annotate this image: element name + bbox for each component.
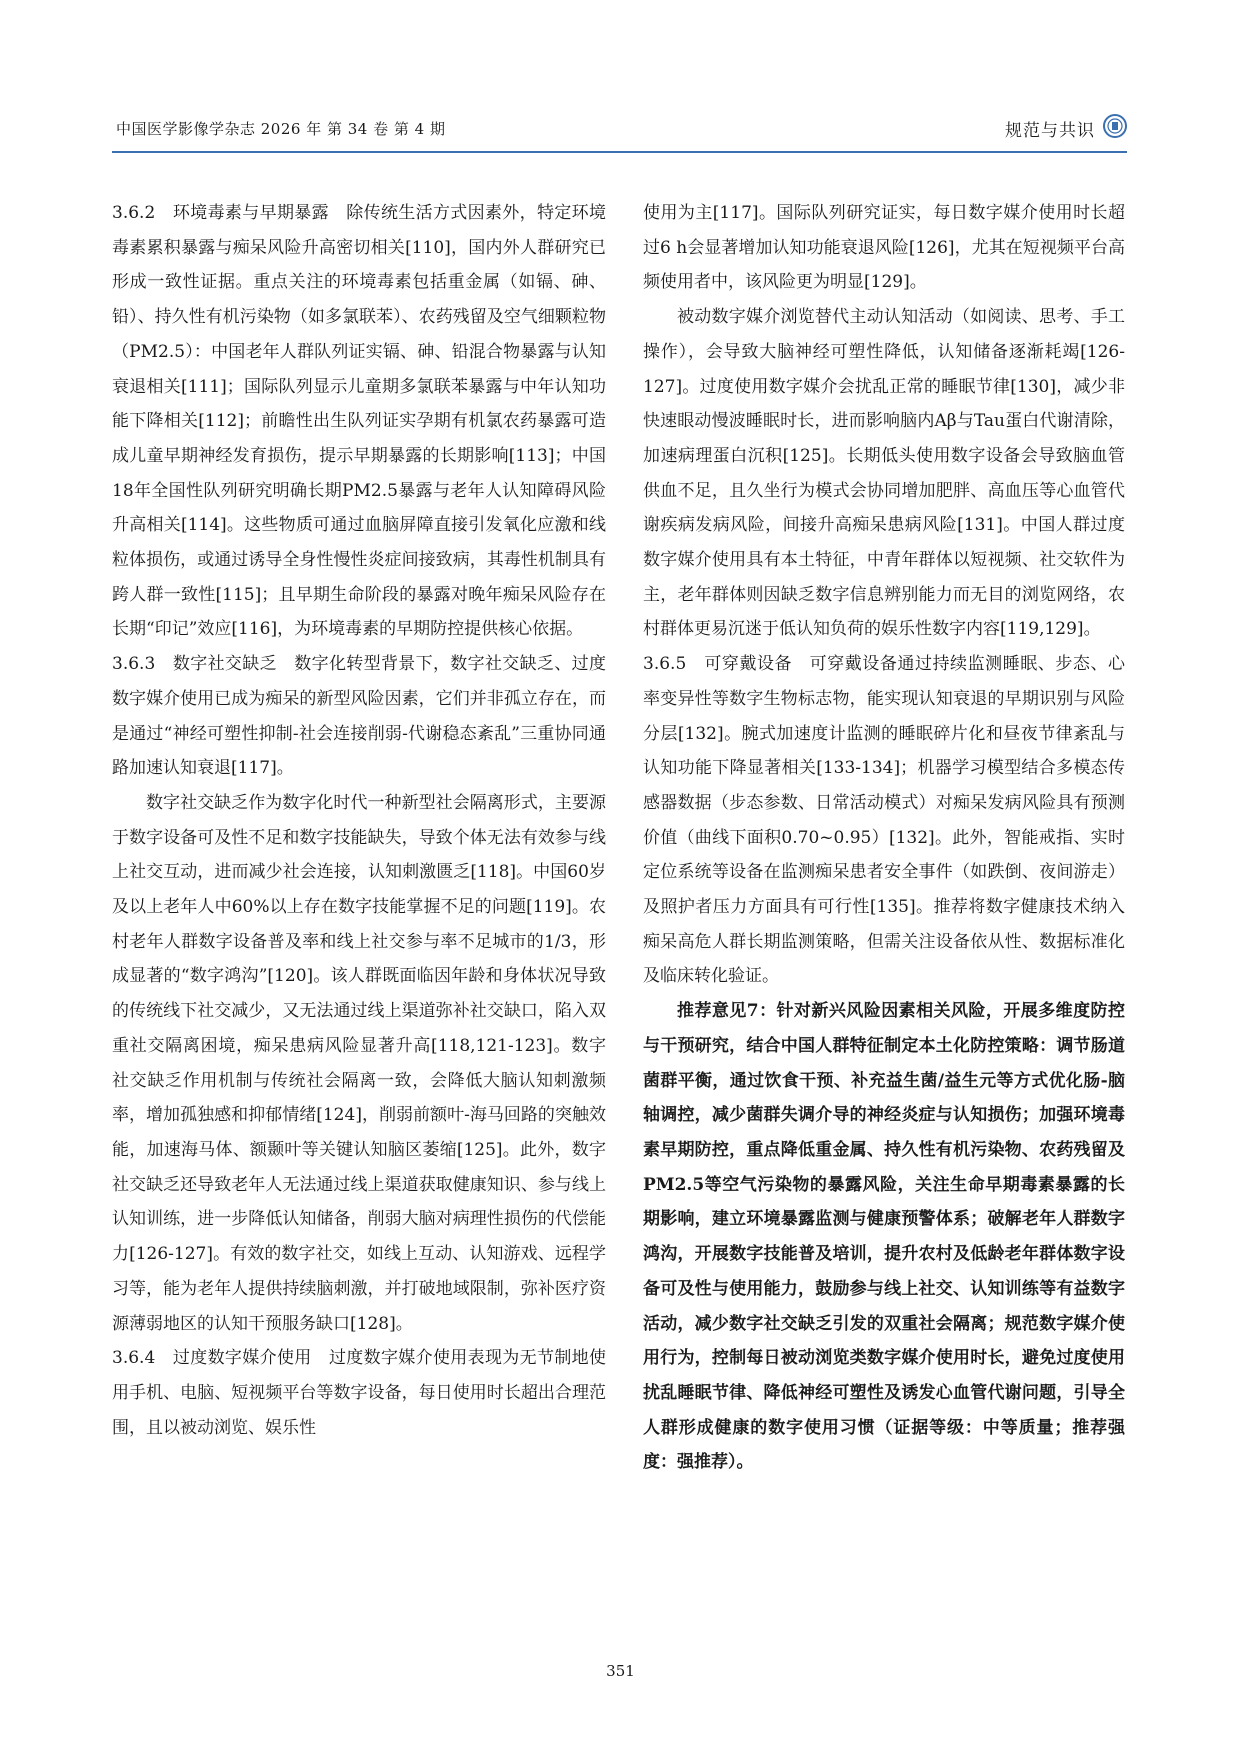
header-rule	[112, 151, 1127, 153]
journal-citation: 中国医学影像学杂志 2026 年 第 34 卷 第 4 期	[116, 120, 446, 138]
paragraph-3-6-3: 3.6.3 数字社交缺乏 数字化转型背景下，数字社交缺乏、过度数字媒介使用已成为痴呆的新型风险因素，它们并非孤立存在，而是通过“神经可塑性抑制-社会连接削弱-代谢稳态紊乱”三重协同通路加速认知衰退[117]。	[112, 654, 606, 779]
left-column	[112, 196, 606, 1641]
paragraph-3-6-5: 3.6.5 可穿戴设备 可穿戴设备通过持续监测睡眠、步态、心率变异性等数字生物标志物，能实现认知衰退的早期识别与风险分层[132]。腕式加速度计监测的睡眠碎片化和昼夜节律紊乱与认知功能下降显著相关[133-134]；机器学习模型结合多模态传感器数据（步态参数、日常活动模式）对痴呆发病风险具有预测价值（曲线下面积0.70~0.95）[132]。此外，智能戒指、实时定位系统等设备在监测痴呆患者安全事件（如跌倒、夜间游走）及照护者压力方面具有可行性[135]。推荐将数字健康技术纳入痴呆高危人群长期监测策略，但需关注设备依从性、数据标准化及临床转化验证。	[643, 654, 1125, 987]
paragraph-3-6-2: 3.6.2 环境毒素与早期暴露 除传统生活方式因素外，特定环境毒素累积暴露与痴呆风险升高密切相关[110]，国内外人群研究已形成一致性证据。重点关注的环境毒素包括重金属（如镉、砷、铅）、持久性有机污染物（如多氯联苯）、农药残留及空气细颗粒物（PM2.5）：中国老年人群队列证实镉、砷、铅混合物暴露与认知衰退相关[111]；国际队列显示儿童期多氯联苯暴露与中年认知功能下降相关[112]；前瞻性出生队列证实孕期有机氯农药暴露可造成儿童早期神经发育损伤，提示早期暴露的长期影响[113]；中国18年全国性队列研究明确长期PM2.5暴露与老年人认知障碍风险升高相关[114]。这些物质可通过血脑屏障直接引发氧化应激和线粒体损伤，或通过诱导全身性慢性炎症间接致病，其毒性机制具有跨人群一致性[115]；且早期生命阶段的暴露对晚年痴呆风险存在长期“印记”效应[116]，为环境毒素的早期防控提供核心依据。	[112, 203, 606, 640]
paragraph-passive-media: 被动数字媒介浏览替代主动认知活动（如阅读、思考、手工操作），会导致大脑神经可塑性降低，认知储备逐渐耗竭[126-127]。过度使用数字媒介会扰乱正常的睡眠节律[130]，减少非快速眼动慢波睡眠时长，进而影响脑内Aβ与Tau蛋白代谢清除，加速病理蛋白沉积[125]。长期低头使用数字设备会导致脑血管供血不足，且久坐行为模式会协同增加肥胖、高血压等心血管代谢疾病发病风险，间接升高痴呆患病风险[131]。中国人群过度数字媒介使用具有本土特征，中青年群体以短视频、社交软件为主，老年群体则因缺乏数字信息辨别能力而无目的浏览网络，农村群体更易沉迷于低认知负荷的娱乐性数字内容[119,129]。	[643, 307, 1125, 640]
page-number: 351	[606, 1662, 635, 1680]
paragraph-3-6-4-continued: 使用为主[117]。国际队列研究证实，每日数字媒介使用时长超过6 h会显著增加认知功能衰退风险[126]，尤其在短视频平台高频使用者中，该风险更为明显[129]。	[643, 203, 1125, 293]
recommendation-7: 推荐意见7：针对新兴风险因素相关风险，开展多维度防控与干预研究，结合中国人群特征制定本土化防控策略：调节肠道菌群平衡，通过饮食干预、补充益生菌/益生元等方式优化肠-脑轴调控，减少菌群失调介导的神经炎症与认知损伤；加强环境毒素早期防控，重点降低重金属、持久性有机污染物、农药残留及PM2.5等空气污染物的暴露风险，关注生命早期毒素暴露的长期影响，建立环境暴露监测与健康预警体系；破解老年人群数字鸿沟，开展数字技能普及培训，提升农村及低龄老年群体数字设备可及性与使用能力，鼓励参与线上社交、认知训练等有益数字活动，减少数字社交缺乏引发的双重社会隔离；规范数字媒介使用行为，控制每日被动浏览类数字媒介使用时长，避免过度使用扰乱睡眠节律、降低神经可塑性及诱发心血管代谢问题，引导全人群形成健康的数字使用习惯（证据等级：中等质量；推荐强度：强推荐）。	[643, 1001, 1125, 1473]
section-label: 规范与共识	[1005, 121, 1095, 141]
paragraph-3-6-4: 3.6.4 过度数字媒介使用 过度数字媒介使用表现为无节制地使用手机、电脑、短视频平台等数字设备，每日使用时长超出合理范围，且以被动浏览、娱乐性	[112, 1348, 606, 1438]
right-column	[643, 196, 1125, 1641]
running-header	[112, 112, 1127, 156]
journal-seal-icon	[1103, 114, 1127, 138]
paragraph-digital-social: 数字社交缺乏作为数字化时代一种新型社会隔离形式，主要源于数字设备可及性不足和数字技能缺失，导致个体无法有效参与线上社交互动，进而减少社会连接，认知刺激匮乏[118]。中国60岁及以上老年人中60%以上存在数字技能掌握不足的问题[119]。农村老年人群数字设备普及率和线上社交参与率不足城市的1/3，形成显著的“数字鸿沟”[120]。该人群既面临因年龄和身体状况导致的传统线下社交减少，又无法通过线上渠道弥补社交缺口，陷入双重社交隔离困境，痴呆患病风险显著升高[118,121-123]。数字社交缺乏作用机制与传统社会隔离一致，会降低大脑认知刺激频率，增加孤独感和抑郁情绪[124]，削弱前额叶-海马回路的突触效能，加速海马体、额颞叶等关键认知脑区萎缩[125]。此外，数字社交缺乏还导致老年人无法通过线上渠道获取健康知识、参与线上认知训练，进一步降低认知储备，削弱大脑对病理性损伤的代偿能力[126-127]。有效的数字社交，如线上互动、认知游戏、远程学习等，能为老年人提供持续脑刺激，并打破地域限制，弥补医疗资源薄弱地区的认知干预服务缺口[128]。	[112, 792, 606, 1334]
